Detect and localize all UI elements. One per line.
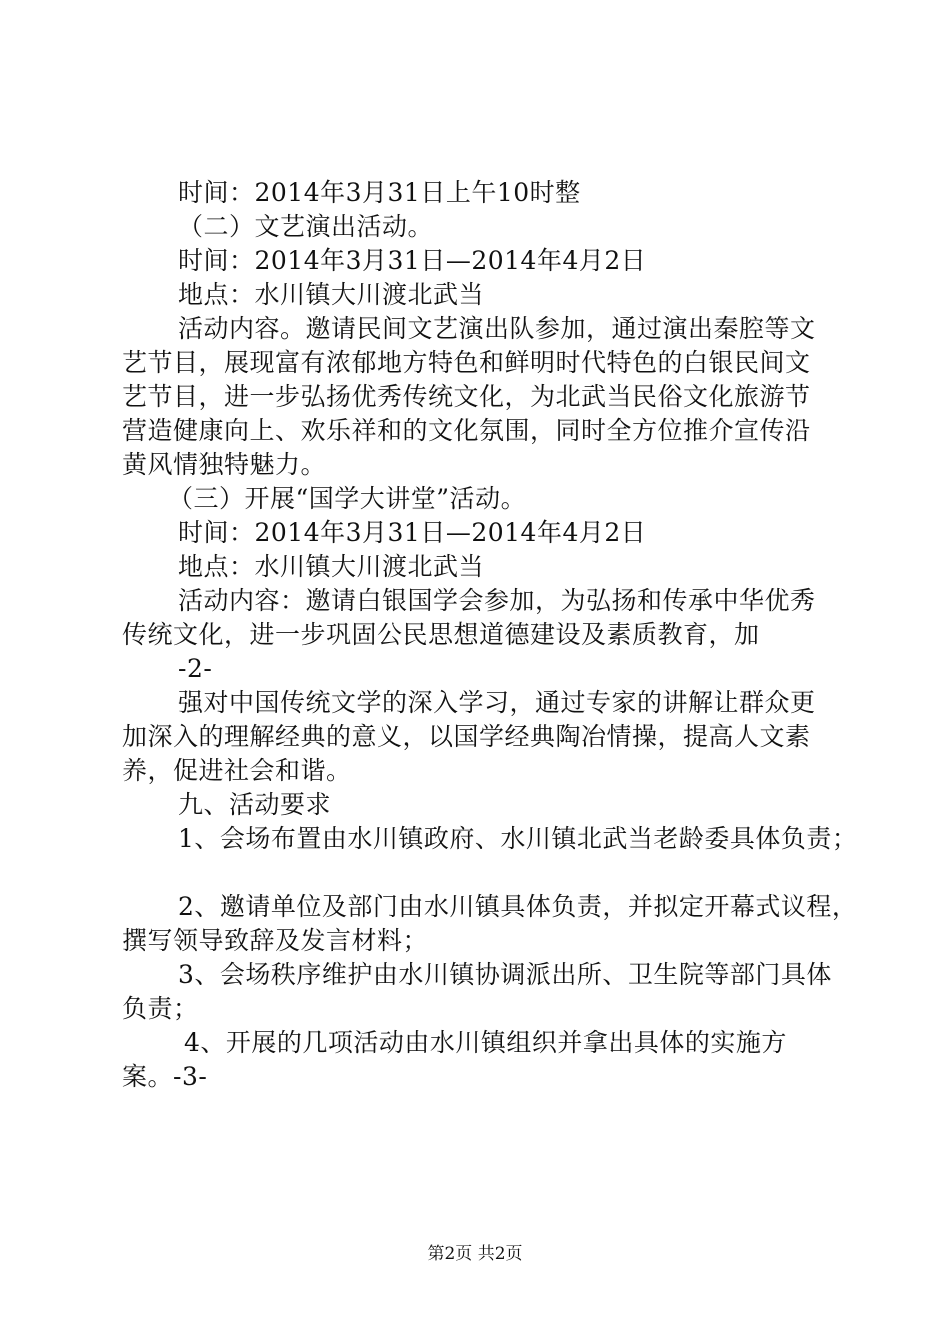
text-line-time-2: 时间：2014年3月31日—2014年4月2日 xyxy=(178,246,647,275)
section-heading-requirements: 九、活动要求 xyxy=(178,790,332,819)
text-line-content-3d: 加深入的理解经典的意义，以国学经典陶冶情操，提高人文素 xyxy=(122,722,811,751)
text-line-time-3: 时间：2014年3月31日—2014年4月2日 xyxy=(178,518,647,547)
text-line-req-3a: 3、会场秩序维护由水川镇协调派出所、卫生院等部门具体 xyxy=(178,960,832,989)
text-line-req-1: 1、会场布置由水川镇政府、水川镇北武当老龄委具体负责； xyxy=(178,824,858,853)
text-line-content-2c: 艺节目，进一步弘扬优秀传统文化，为北武当民俗文化旅游节 xyxy=(122,382,811,411)
text-line-content-2b: 艺节目，展现富有浓郁地方特色和鲜明时代特色的白银民间文 xyxy=(122,348,811,377)
text-line-content-2d: 营造健康向上、欢乐祥和的文化氛围，同时全方位推介宣传沿 xyxy=(122,416,811,445)
text-line-req-2b: 撰写领导致辞及发言材料； xyxy=(122,926,429,955)
text-line-time-1: 时间：2014年3月31日上午10时整 xyxy=(178,178,581,207)
page-number-2: -2- xyxy=(178,654,213,683)
text-line-content-3e: 养，促进社会和谐。 xyxy=(122,756,352,785)
text-line-req-3b: 负责； xyxy=(122,994,199,1023)
text-line-content-2a: 活动内容。邀请民间文艺演出队参加，通过演出秦腔等文 xyxy=(178,314,816,343)
text-line-req-2a: 2、邀请单位及部门由水川镇具体负责，并拟定开幕式议程， xyxy=(178,892,858,921)
text-line-section-3: （三）开展“国学大讲堂”活动。 xyxy=(168,484,527,513)
text-line-content-2e: 黄风情独特魅力。 xyxy=(122,450,327,479)
text-line-content-3b: 传统文化，进一步巩固公民思想道德建设及素质教育，加 xyxy=(122,620,760,649)
text-line-location-3: 地点：水川镇大川渡北武当 xyxy=(178,552,485,581)
text-line-content-3c: 强对中国传统文学的深入学习，通过专家的讲解让群众更 xyxy=(178,688,816,717)
page-footer: 第2页 共2页 xyxy=(427,1244,523,1264)
text-line-req-4b: 案。-3- xyxy=(122,1062,208,1091)
text-line-content-3a: 活动内容：邀请白银国学会参加，为弘扬和传承中华优秀 xyxy=(178,586,816,615)
text-line-req-4a: 4、开展的几项活动由水川镇组织并拿出具体的实施方 xyxy=(184,1028,787,1057)
text-line-section-2: （二）文艺演出活动。 xyxy=(178,212,434,241)
text-line-location-2: 地点：水川镇大川渡北武当 xyxy=(178,280,485,309)
